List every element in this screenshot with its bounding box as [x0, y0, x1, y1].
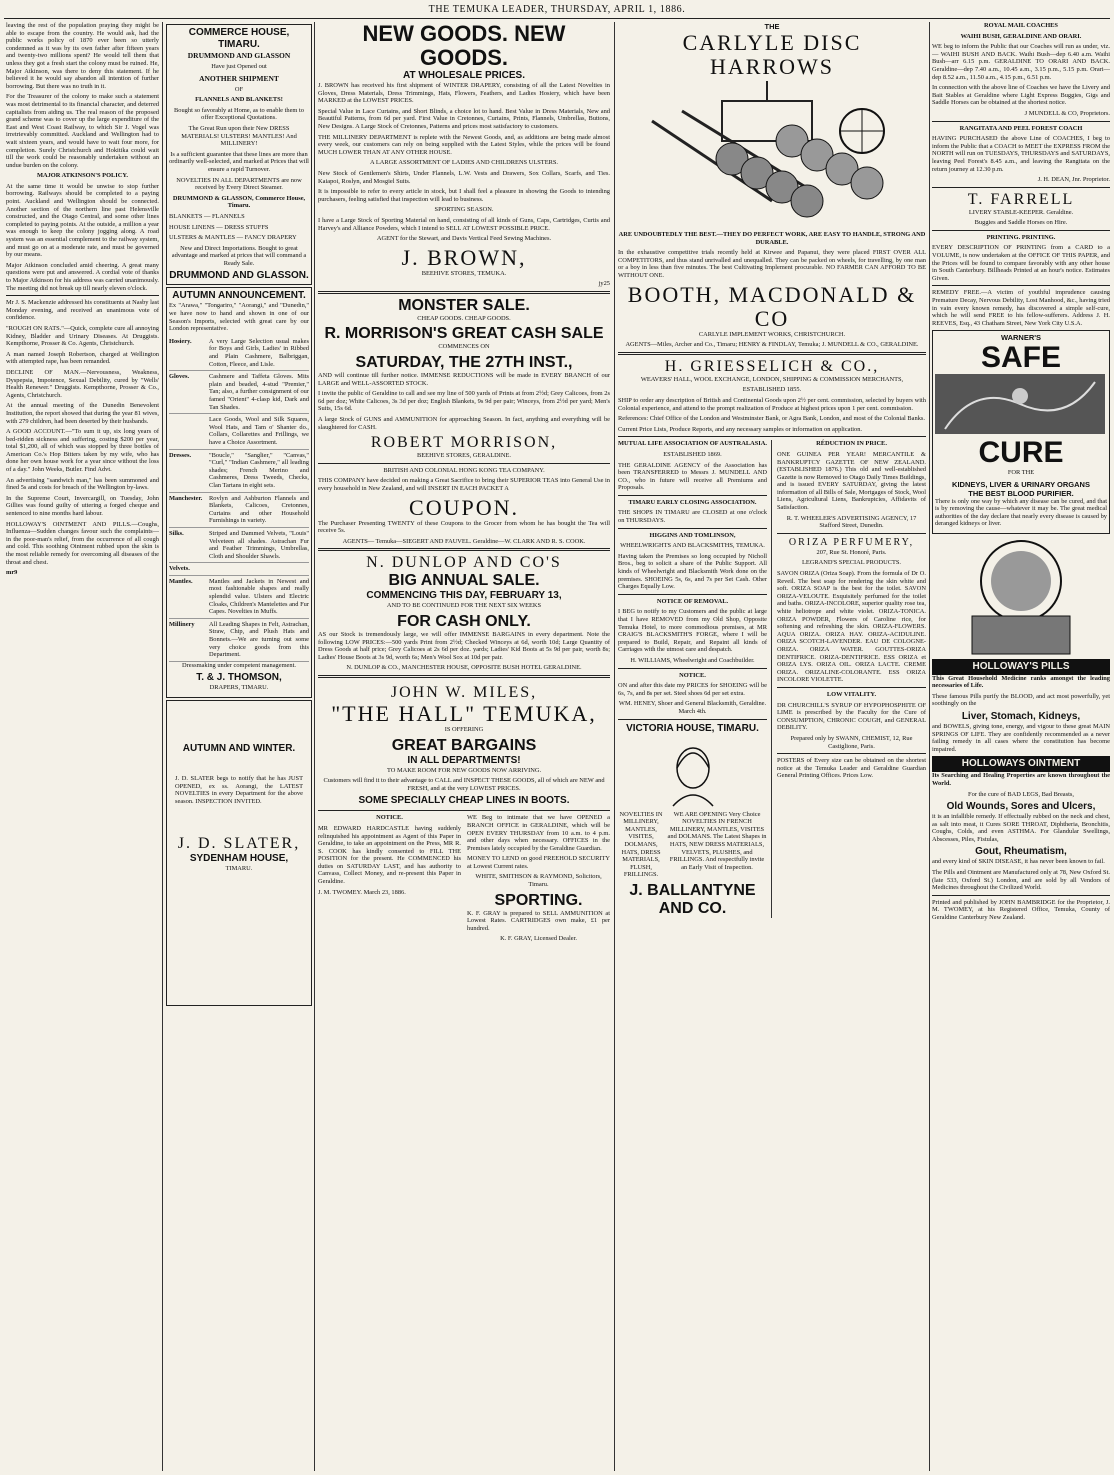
divider	[618, 528, 767, 529]
brand-name: SAFE	[980, 341, 1061, 375]
article-text: In the Supreme Court, Invercargill, on Tuesday, John Gillies was found guilty of uttering a forged cheque and sentenced to nine months hard labour.	[6, 494, 159, 518]
ad-text: THE GERALDINE AGENCY of the Association has been TRANSFERRED to Messrs J. MUNDELL AND CO., who in future will receive all Premiums and Proposals.	[618, 461, 767, 492]
ad-text: In connection with the above line of Coaches we have the Livery and Bait Stables at Geraldine where Light Express Buggies, Gigs and Saddle Horses can be obtained at the shortest notice.	[932, 84, 1110, 107]
ad-heading: Old Wounds, Sores and Ulcers,	[946, 801, 1096, 813]
column-divider	[929, 22, 930, 1471]
ad-heading: J. BALLANTYNE AND CO.	[629, 881, 756, 917]
ad-heading: FOR CASH ONLY.	[397, 612, 531, 630]
ad-text: EVERY DESCRIPTION OF PRINTING from a CARD to a VOLUME, is now undertaken at the OFFICE OF THIS PAPER, and the Prices will be found to compare favorably with any other house in South Canterbury. Billheads Printed at an hour's notice. Estimates Given.	[932, 244, 1110, 282]
ad-text: THE MILLINERY DEPARTMENT is replete with the Newest Goods, and, as additions are being made almost every week, our customers can rely on being supplied with the Latest Styles, while the prices will be found MUCH LOWER THAN AT ANY OTHER HOUSE.	[318, 133, 610, 156]
row-label: Dresses.	[169, 451, 192, 459]
row-label: Gloves.	[169, 373, 190, 381]
ad-text: and every kind of SKIN DISEASE, it has never been known to fail.	[932, 858, 1105, 866]
ad-text: WEAVERS' HALL, WOOL EXCHANGE, LONDON, SHIPPING & COMMISSION MERCHANTS,	[640, 375, 904, 383]
divider	[932, 230, 1110, 231]
ad-text: Dressmaking under competent management.	[182, 661, 296, 669]
divider	[318, 291, 610, 294]
brand-name: CURE	[978, 436, 1064, 469]
divider	[777, 687, 926, 688]
list-item: ULSTERS & MANTLES — FANCY DRAPERY	[169, 234, 297, 242]
ad-text: WHEELWRIGHTS AND BLACKSMITHS, TEMUKA.	[620, 542, 765, 550]
divider	[932, 895, 1110, 896]
divider	[6, 295, 159, 296]
table-row	[169, 528, 309, 563]
ad-text: These famous Pills purify the BLOOD, and act most powerfully, yet soothingly on the	[932, 692, 1110, 708]
holloway-emblem-illustration	[932, 536, 1110, 656]
ad-text: LEGRAND'S SPECIAL PRODUCTS.	[801, 559, 902, 567]
section-heading: MAJOR ATKINSON'S POLICY.	[36, 172, 129, 180]
ad-text: NOVELTIES IN ALL DEPARTMENTS are now received by Every Direct Steamer.	[176, 176, 302, 192]
ad-text: WE ARE OPENING Very Choice NOVELTIES IN FRENCH MILLINERY, MANTLES, VISITES and DOLMANS. The Latest Shapes in HATS, NEW DRESS MATERIALS, VELVETS, PLUSHES, and FRILLINGS. And respectfully invite an Early Visit of Inspection.	[667, 810, 767, 871]
ad-text: For the cure of BAD LEGS, Bad Breasts,	[968, 790, 1074, 798]
split-columns	[618, 440, 926, 918]
ad-text: FLANNELS AND BLANKETS!	[195, 96, 283, 104]
article-text: A man named Joseph Robertson, charged at Wellington with attempted rape, has been remanded.	[6, 350, 159, 366]
ad-text: J. M. TWOMEY. March 23, 1886.	[318, 888, 406, 896]
ad-heading: HOLLOWAYS OINTMENT	[932, 756, 1110, 772]
divider	[618, 352, 926, 355]
ad-text: BEEHIVE STORES, GERALDINE.	[417, 452, 511, 460]
ad-heading: LOW VITALITY.	[826, 690, 877, 698]
ad-sidebar-text: NOVELTIES IN MILLINERY, MANTLES, VISITES, DOLMANS, HATS, DRESS MATERIALS, FLUSH, FRILLINGS.	[619, 810, 663, 879]
ad-heading: COUPON.	[409, 494, 519, 520]
ad-text: New Stock of Gentlemen's Shirts, Under Flannels, L.W. Vests and Drawers, Sox Collars, Scarfs, and Ties. Kaiapoi, Roslyn, and Mosgiel Suits.	[318, 169, 610, 185]
ad-text: AS our Stock is tremendously large, we will offer IMMENSE BARGAINS in every department. Note the following LOW PRICES:—500 yards Print from 2½d; Checked Winceys at 6d, worth 10d; Large Quantity of Dress Goods at half price; Grey Calicoes at 2s 6d per doz. yards; Ladies' Kid Boots at 5s 9d per pair, worth 8s; Ladies' House Boots at 3s 9d, worth 6s; Men's Wool Sox at 10d per pair.	[318, 630, 610, 661]
ad-text: MR EDWARD HARDCASTLE having suddenly relinquished his appointment as Agent of this Paper in Geraldine, to take an appointment on the Press, MR R. S. COOK has kindly consented to FILL THE POSITION for the present. He COMMENCED his duties on SATURDAY LAST, and has authority to Canvass, Collect Money, and re-present this Paper in Geraldine.	[318, 824, 461, 886]
row-text: Striped and Dammed Velvets, "Louis" Velveteen all shades. Astrachan Fur and Feather Trimmings, Umbrellas, Cloth and Shoulder Shawls.	[209, 529, 309, 560]
ad-heading: WAIHI BUSH, GERALDINE AND ORARI.	[960, 32, 1082, 40]
ad-text: K. F. GRAY is prepared to SELL AMMUNITION at Lowest Rates. CARTRIDGES own make, £1 per hundred.	[467, 909, 610, 932]
ad-text: 207, Rue St. Honoré, Paris.	[816, 548, 887, 556]
article-text: For the Treasurer of the colony to make such a statement was most detrimental to its financial character, and deterred capitalists from aiding us. The real reason of the proposed grand scheme was to cover up the large expenditure of the East and West Coast Railway, to which Sir J. Vogel was irretrievably committed. Auckland and Wellington had to wait sixteen years, and would have to wait four more, for completion. Surely Christchurch and Hokitika could wait till the work could be reasonably undertaken without an undue burden on the colony.	[6, 93, 159, 169]
table-row	[169, 336, 309, 371]
divider	[618, 668, 767, 669]
safe-cure-illustration	[935, 374, 1105, 434]
firm-name: DRUMMOND AND GLASSON	[187, 51, 291, 60]
ad-heading: R. MORRISON'S GREAT CASH SALE	[324, 325, 604, 343]
divider	[618, 719, 767, 720]
top-rule	[4, 18, 1110, 19]
ad-text: OF	[234, 85, 244, 93]
article-text: "ROUGH ON RATS."—Quick, complete cure all annoying Kidney, Bladder and Urinary Diseases. At Druggists. Kempthorne, Prosser & Co. Agents, Christchurch.	[6, 324, 159, 348]
ad-text: and BOWELS, giving tone, energy, and vigour to these great MAIN SPRINGS OF LIFE. They are confidently recommended as a never failing remedy in all cases where the constitution has become impaired.	[932, 722, 1110, 753]
article-text: At the same time it would be unwise to stop further borrowing. Railways should be completed to a paying point. Auckland and Wellington should be connected. Another section of the northern line past Helensville constructed, and the Otago Central, and some other lines completed to paying points. At the outside, a million a year was enough to keep the colony jogging along. A road system was an essential complement to the railway system, and must go on at a moderate rate, and must be governed by our means.	[6, 182, 159, 259]
ad-text: ON and after this date my PRICES for SHOEING will be 6s, 7s, and 8s per set. Steel shoes 6d per set extra.	[618, 682, 767, 697]
disc-harrow-illustration	[622, 81, 922, 229]
ad-heading: AT WHOLESALE PRICES.	[402, 70, 526, 81]
ad-text: A LARGE ASSORTMENT OF LADIES AND CHILDRENS ULSTERS.	[369, 159, 559, 167]
ad-heading: DRUMMOND AND GLASSON.	[169, 270, 309, 282]
divider	[932, 121, 1110, 122]
row-text: Rovlyn and Ashburton Flannels and Blankets, Calicoes, Cretonnes, Curtains and other Household Furnishings in variety.	[209, 494, 309, 525]
article-text: Major Atkinson concluded amid cheering. A great many questions were put and answered. A cordial vote of thanks to Major Atkinson for his address was carried unanimously. The meeting did not break up till nearly eleven o'clock.	[6, 261, 159, 292]
column-divider	[162, 22, 163, 1471]
solicitors-ad	[467, 814, 610, 946]
ad-heading: NEW GOODS. NEW GOODS.	[362, 22, 566, 70]
ad-text: HAVING PURCHASED the above Line of COACHES, I beg to inform the Public that a COACH to MEET the EXPRESS FROM the NORTH will run on TUESDAYS, THURSDAYS and SATURDAYS, leaving Peel Forest's 8.45 a.m., and leaving the Rangitata on the return journey at 12.30 p.m.	[932, 135, 1110, 173]
ad-text: IS OFFERING	[444, 725, 484, 733]
table-row	[169, 619, 309, 662]
ad-text: COMMENCES ON	[438, 343, 490, 351]
bottom-ads	[318, 814, 610, 946]
ad-heading: VICTORIA HOUSE, TIMARU.	[626, 722, 759, 734]
ad-text: In the exhaustive competitive trials recently held at Kirwee and Papanui, they were placed FIRST OVER ALL COMPETITORS, and thus stand unrivalled and unequalled. They can be packed on wheels, for travelling, by one man or a boy in less than five minutes. The best Cultivating Implement procurable. NO FARMER CAN AFFORD TO BE WITHOUT ONE.	[618, 249, 926, 279]
ad-heading: BOOTH, MACDONALD & CO	[627, 281, 917, 331]
divider	[932, 285, 1110, 286]
ad-text: Ex "Arawa," "Tongariro," "Aorangi," and "Dunedin," we have now to hand and shown in one of our Season's Imports, selected with great care by our London representative.	[169, 302, 309, 333]
ad-text: Buggies and Saddle Horses on Hire.	[974, 219, 1068, 227]
ad-heading: TIMARU EARLY CLOSING ASSOCIATION.	[628, 498, 757, 506]
column-5-ads	[932, 22, 1110, 1471]
divider	[777, 753, 926, 754]
ad-heading: RANGITATA AND PEEL FOREST COACH	[959, 124, 1083, 132]
ad-heading: ROYAL MAIL COACHES	[984, 22, 1058, 29]
ad-heading: SOME SPECIALLY CHEAP LINES IN BOOTS.	[358, 795, 570, 807]
ad-text: The Purchaser Presenting TWENTY of these Coupons to the Grocer from whom he has bought the Tea will receive 5s.	[318, 519, 610, 535]
ad-heading: MUTUAL LIFE ASSOCIATION OF AUSTRALASIA.	[618, 440, 767, 448]
ad-heading: COMMENCING THIS DAY, FEBRUARY 13,	[366, 590, 562, 602]
row-text: Cashmere and Taffeta Gloves. Mits plain and beaded, 4-stud "Premier," Tan; also, a further consignment of our famed "Orient" 4-clasp kid, Dark and Tan Shades.	[209, 373, 309, 411]
notice-ad	[318, 814, 461, 946]
divider	[318, 810, 610, 811]
ad-text: WE Beg to intimate that we have OPENED a BRANCH OFFICE in GERALDINE, which will be OPEN EVERY THURSDAY from 10 a.m. to 4 p.m. and other days when necessary. OFFICES in the Premises lately occupied by the Geraldine Guardian.	[467, 814, 610, 852]
ad-text: THE SHOPS IN TIMARU are CLOSED at one o'clock on THURSDAYS.	[618, 509, 767, 525]
ad-text: This Great Household Medicine ranks amongst the leading necessaries of Life.	[932, 674, 1110, 690]
ad-text: AND TO BE CONTINUED FOR THE NEXT SIX WEEKS	[386, 602, 542, 610]
divider	[777, 533, 926, 534]
ad-text: REMEDY FREE.—A victim of youthful imprudence causing Premature Decay, Nervous Debility, Lost Manhood, &c., having tried in vain every known remedy, has discovered a simple self-cure, which he will send FREE to his fellow-sufferers. Address J. H. REEVES, Esq., 43 Chatham Street, New York City U.S.A.	[932, 289, 1110, 327]
ad-text: WE beg to inform the Public that our Coaches will run as under, viz.— WAIHI BUSH AND BACK. Waihi Bush—dep 6.40 a.m. Waihi Bush—arr 6.15 p.m. GERALDINE TO ORARI AND BACK. Geraldine—dep 7.40 a.m., 10.45 a.m., 3.15 p.m., 5.15 p.m. Orari—dep 8.52 a.m., 11.50 a.m., 4.15 p.m., 6.51 p.m.	[932, 43, 1110, 81]
row-text: A very Large Selection usual makes for Boys and Girls, Ladies' in Ribbed and Plain Cashmere, Balbriggan, Cotton, Fleece, and Lisle.	[209, 337, 309, 368]
ad-text: ESTABLISHED 1855.	[742, 386, 802, 394]
ad-text: Have just Opened out	[211, 63, 267, 70]
ad-text: J. BROWN has received his first shipment of WINTER DRAPERY, consisting of all the Latest Novelties in Gloves, Dress Materials, Dress Trimmings, Hats, Flowers, Feathers, and Ladies Hosiery, which have been MARKED at the LOWEST PRICES.	[318, 82, 610, 105]
ad-text: MONEY TO LEND on good FREEHOLD SECURITY at Lowest Current rates.	[467, 855, 610, 870]
ad-text: ARE UNDOUBTEDLY THE BEST.—THEY DO PERFECT WORK, ARE EASY TO HANDLE, STRONG AND DURABLE.	[618, 231, 926, 246]
ad-text: R. T. WHEELER'S ADVERTISING AGENCY, 17 Stafford Street, Dunedin.	[786, 514, 917, 530]
article-text: At the annual meeting of the Dunedin Benevolent Institution, the report showed that during the year 81 wives, with 279 children, had been deserted by their husbands.	[6, 402, 159, 425]
ad-heading: THE	[764, 22, 780, 31]
ad-text: Customers will find it to their advantage to CALL and INSPECT THESE GOODS, all of which are NEW and FRESH, and at the very LOWEST PRICES.	[323, 777, 605, 792]
ad-heading: Gout, Rheumatism,	[975, 846, 1067, 858]
article-text: leaving the rest of the population praying they might be able to escape from the country. He would ask, had the public works policy of 1870 ever been so utterly condemned as it was by its own father after fifteen years and twenty-two millions spent? He would tell them that unless they got a fresh start the colony must be ruined. He, Major Atkinson, was there to deny this statement. If he believed it he would say abandon all intention of further borrowing. But there was no truth in it.	[6, 22, 159, 90]
ad-text: New and Direct Importations. Bought to great advantage and marked at prices that will command a Ready Sale.	[171, 244, 307, 267]
ad-code: mr9	[6, 569, 18, 577]
ad-text: AGENT for the Stewart, and Davis Vertical Feed Sewing Machines.	[376, 235, 552, 243]
ad-text: H. WILLIAMS, Wheelwright and Coachbuilder.	[630, 656, 755, 664]
ad-heading: ORIZA PERFUMERY,	[788, 536, 915, 548]
brand-name: WARNER'S	[1000, 333, 1042, 343]
row-label: Mantles.	[169, 577, 193, 585]
article-text: An advertising "sandwich man," has been summoned and fined 5s and costs for breach of the Wellington by-laws.	[6, 476, 159, 492]
ad-text: AND will continue till further notice. IMMENSE REDUCTIONS will be made in EVERY BRANCH of our LARGE and WELL-ASSORTED STOCK.	[318, 372, 610, 387]
ad-text: TIMARU.	[225, 865, 253, 873]
table-row	[169, 371, 309, 414]
list-item: HOUSE LINENS — DRESS STUFFS	[169, 223, 269, 231]
ad-text: The Great Run upon their New DRESS MATERIALS! ULSTERS! MANTLES! And MILLINERY!	[181, 124, 297, 148]
ad-heading: BIG ANNUAL SALE.	[388, 572, 540, 590]
article-text: HOLLOWAY'S OINTMENT AND PILLS.—Coughs, Influenza—Sudden changes favour such the complaints—in the poor-man's relief, from the occurrence of all cough and cold. This soothing Ointment rubbed upon the skin is the most reliable remedy for overcoming all diseases of the throat and chest.	[6, 520, 159, 566]
row-label: Hosiery.	[169, 337, 192, 345]
ad-heading: IN ALL DEPARTMENTS!	[407, 754, 521, 766]
ad-text: Having taken the Premises so long occupied by Nicholl Bros., beg to solicit a share of the Public Support. All kinds of Wheelwright and Blacksmith Work done on the premises. SHOEING 5s, 6s, and 7s per Set Cash. Other Charges Equally Low.	[618, 552, 767, 591]
ad-text: SAVON ORIZA (Oriza Soap). From the formula of Dr O. Reveil. The best soap for rendering the skin white and soft. ORIZA SOAP is the best for the toilet. SAVON ORIZA-VELOUTE. Exquisitely perfumed for the toilet and baths. ORIZA-INCOLORE, superior quality rose tea, white heliotrope and white violet. ORIZA-TONICA. ORIZA POWDER, Flowers of Caroline rice, for softening and refreshing the skin. ORIZA-FLOWERS. AQUA ORIZA. ORIZA HAY. ORIZA-ACIDULINE. ORIZA SCOTCH-LAVENDER. EAU DE COLOGNE-ORIZA. ORIZA WATER. GOUTTES-ORIZA DENTIFRICE. ORIZA-DENTIFRICE. ESS ORIZA et ORIZA LYS. ORIZA OIL. ORIZA LACTE. CREME ORIZA. ORIZALINE-COLORANTE. ESS ORIZA INCOLORE VIOLETTE.	[777, 570, 926, 684]
ad-heading: COMMERCE HOUSE, TIMARU.	[188, 27, 290, 50]
ad-text: DRUMMOND & GLASSON, Commerce House, Timaru.	[172, 194, 306, 210]
ad-heading: J. BROWN,	[401, 244, 527, 270]
ad-text: Is a sufficient guarantee that these lines are more than ordinarily well-selected, and marked at Prices that will ensure a rapid Turnover.	[169, 150, 309, 173]
ad-heading: ROBERT MORRISON,	[370, 434, 558, 452]
divider	[618, 594, 767, 595]
divider	[618, 436, 926, 437]
ad-text: FOR THE	[1007, 469, 1035, 476]
list-item: BLANKETS — FLANNELS	[169, 212, 245, 220]
ad-heading: NOTICE.	[376, 814, 403, 822]
ad-text: AGENTS— Temuka—SIEGERT AND FAUVEL. Geraldine—W. CLARK AND R. S. COOK.	[342, 537, 586, 545]
ad-text: ESTABLISHED 1869.	[663, 450, 722, 458]
ad-heading: MONSTER SALE.	[398, 296, 530, 314]
divider	[318, 463, 610, 464]
row-text: "Boucle," "Sanglier," "Canvas," "Curl," "Indian Cashmere," all leading shades; French Merino and Cashmeres, Dress Tweeds, Checks, Clan Tartans in eight sets.	[209, 451, 309, 489]
ad-text: SHIP to order any description of British and Continental Goods upon 2½ per cent. commission, selected by buyers with Colonial experience, and attend to the prompt realization of Produce at highest prices upon 1 per cent. commission.	[618, 396, 926, 412]
ad-text: References: Chief Office of the London and Westminster Bank, or Agra Bank, London, and most of the Colonial Banks.	[618, 415, 925, 423]
ad-text: J MUNDELL & CO, Proprietors.	[1024, 109, 1110, 117]
column-divider	[314, 22, 315, 1471]
ad-text: SPORTING SEASON.	[434, 206, 494, 214]
ad-heading: J. D. SLATER,	[177, 835, 301, 853]
table-row	[169, 493, 309, 528]
ad-text: N. DUNLOP & CO., MANCHESTER HOUSE, OPPOSITE BUSH HOTEL GERALDINE.	[346, 664, 582, 672]
ad-text: CHEAP GOODS. CHEAP GOODS.	[417, 314, 511, 322]
ad-heading: HOLLOWAY'S PILLS	[932, 659, 1110, 675]
ad-text: BEEHIVE STORES, TEMUKA.	[421, 269, 507, 277]
ad-text: BRITISH AND COLONIAL HONG KONG TEA COMPANY.	[383, 466, 545, 474]
row-label: Silks.	[169, 529, 184, 537]
row-label	[169, 416, 205, 446]
column-divider	[614, 22, 615, 1471]
column-3-ads	[318, 22, 610, 1471]
imprint-text: Printed and published by JOHN BAMBRIDGE for the Proprietor, J. M. TWOMEY, at his Registered Office, Temuka, County of Geraldine Canterbury New Zealand.	[932, 898, 1110, 922]
ad-heading: THE BEST BLOOD PURIFIER.	[968, 488, 1074, 498]
ad-text: There is only one way by which any disease can be cured, and that is by removing the cause—whatever it may be. The great medical authorities of the day declare that nearly every disease is caused by deranged kidneys or liver.	[935, 497, 1107, 528]
table-row	[169, 576, 309, 619]
ad-heading: "THE HALL" TEMUKA,	[331, 700, 597, 726]
row-text: Lace Goods, Wool and Silk Squares, Wool Hats, and Tam o' Shanter do., Collars, Collarettes and Frillings, we have a Choice Assortment.	[209, 416, 309, 446]
ad-text: K. F. GRAY, Licensed Dealer.	[500, 935, 577, 943]
sub-column-right	[777, 440, 926, 918]
ad-heading: PRINTING. PRINTING.	[986, 233, 1056, 241]
ad-heading: SYDENHAM HOUSE,	[189, 853, 289, 865]
divider	[318, 548, 610, 551]
ad-heading: JOHN W. MILES,	[390, 683, 538, 701]
ad-text: Current Price Lists, Produce Reports, and any necessary samples or information on application.	[618, 425, 863, 433]
slater-ad	[166, 700, 312, 1006]
ad-text: ANOTHER SHIPMENT	[199, 73, 279, 83]
ad-heading: H. GRIESSELICH & CO.,	[664, 357, 880, 375]
ad-heading: NOTICE.	[679, 671, 706, 679]
ad-text: DR CHURCHILL'S SYRUP OF HYPOPHOSPHITE OF LIME is prescribed by the Faculty for the Cure of CONSUMPTION, CHRONIC COUGH, and GENERAL DEBILITY.	[777, 701, 926, 732]
masthead: THE TEMUKA LEADER, THURSDAY, APRIL 1, 1886.	[428, 4, 686, 15]
ad-code: jy25	[598, 280, 610, 288]
ad-heading: GREAT BARGAINS	[391, 736, 537, 754]
ad-text: DRAPERS, TIMARU.	[209, 684, 269, 692]
ad-text: AGENTS—Miles, Archer and Co., Timaru; HENRY & FINDLAY, Temuka; J. MUNDELL & CO., GERALDINE.	[625, 341, 919, 349]
ad-heading: HIGGINS AND TOMLINSON,	[649, 531, 736, 539]
ad-text: A large Stock of GUNS and AMMUNITION for approaching Season. In fact, anything and everything will be slaughtered for CASH.	[318, 416, 610, 431]
ad-text: I have a Large Stock of Sporting Material on hand, consisting of all kinds of Guns, Caps, Cartridges, Curtis and Harvey's and Alliance Powders, which I intend to SELL AT LOWEST POSSIBLE PRICE.	[318, 216, 610, 232]
divider	[318, 675, 610, 678]
divider	[618, 495, 767, 496]
ad-text: LIVERY STABLE-KEEPER. Geraldine.	[968, 208, 1074, 216]
article-text: Mr J. S. Mackenzie addressed his constituents at Nasby last Monday evening, and received an unanimous vote of confidence.	[6, 299, 159, 322]
ad-heading: SATURDAY, THE 27TH INST.,	[355, 354, 573, 372]
ad-heading: T. FARRELL	[967, 190, 1075, 208]
ad-text: WHITE, SMITHSON & RAYMOND, Solicitors, Timaru.	[475, 873, 602, 889]
ad-text: Prepared only by SWANN, CHEMIST, 12, Rue Castiglione, Paris.	[790, 734, 913, 750]
divider	[932, 187, 1110, 188]
ad-text: Bought so favorably at Home, as to enable them to offer Exceptional Quotations.	[174, 106, 304, 122]
column-4-ads	[618, 22, 926, 1471]
table-row	[169, 563, 309, 576]
ad-heading: AUTUMN AND WINTER.	[182, 743, 296, 754]
column-2-ads	[166, 22, 312, 1471]
ad-heading: SPORTING.	[494, 891, 583, 909]
ad-heading: CARLYLE DISC HARROWS	[682, 30, 862, 79]
queen-portrait-illustration	[663, 738, 723, 808]
ad-text: Its Searching and Healing Properties are known throughout the World.	[932, 772, 1110, 787]
ad-text: The Pills and Ointment are Manufactured only at 78, New Oxford St. (late 533, Oxford St.) London, and are sold by all Vendors of Medicines throughout the Civilized World.	[932, 869, 1110, 892]
ad-text: It is impossible to refer to every article in stock, but I shall feel a pleasure in showing the Goods to intending purchasers, feeling satisfied that inspection will lead to business.	[318, 188, 610, 203]
ad-text: J. H. DEAN, Jnr. Proprietor.	[1037, 176, 1110, 184]
table-row	[169, 450, 309, 493]
ad-text: J. D. SLATER begs to notify that he has JUST OPENED, ex ss. Aorangi, the LATEST NOVELTIES in every Department for the above season. INSPECTION INVITED.	[175, 775, 303, 805]
ad-heading: N. DUNLOP AND CO'S	[366, 554, 562, 572]
row-label: Velvets.	[169, 565, 190, 573]
article-text: DECLINE OF MAN.—Nervousness, Weakness, Dyspepsia, Impotence, Sexual Debility, cured by "Wells' Health Renewer." Druggists. Kempthorne, Prosser & Co., Agents, Christchurch.	[6, 368, 159, 399]
ad-text: I invite the public of Geraldine to call and see my line of 500 yards of Prints at from 2½d; Grey Calicoes, from 2s 6d per doz; White Calicoes, 3s 3d per doz; English Blankets, 9s 9d per pair; Winceys, from 2½d per yard; Men's Suits, 15s 6d.	[318, 390, 610, 413]
ad-text: POSTERS of Every size can be obtained on the shortest notice at the Temuka Leader and Geraldine Guardian General Printing Offices. Prices Low.	[777, 757, 926, 780]
thomson-ad	[166, 287, 312, 698]
commerce-house-ad	[166, 24, 312, 285]
victoria-house-ad	[618, 811, 767, 882]
row-label: Manchester.	[169, 494, 203, 502]
ad-text: it is an infallible remedy. If effectually rubbed on the neck and chest, as salt into meat, it Cures SORE THROAT, Diphtheria, Bronchitis, Coughs, Colds, and even ASTHMA. For Glandular Swellings, Abscesses, Piles, Fistulas,	[932, 813, 1110, 843]
ad-text: TO MAKE ROOM FOR NEW GOODS NOW ARRIVING.	[386, 766, 542, 774]
ad-heading: KIDNEYS, LIVER & URINARY ORGANS	[952, 479, 1090, 489]
row-label: Millinery	[169, 620, 195, 628]
ad-heading: NOTICE OF REMOVAL.	[656, 597, 729, 605]
ad-text: ONE GUINEA PER YEAR! MERCANTILE & BANKRUPTCY GAZETTE OF NEW ZEALAND. (ESTABLISHED 1876.) This old and well-established Gazette is now Removed to Otago Daily Times Buildings, and is issued EVERY SATURDAY, giving the latest information of all Bills of Sale, Mortgages of Stock, Wool Liens, Agricultural Liens, Bankruptcies, Affidavits of Satisfaction.	[777, 450, 926, 512]
ad-text: I BEG to notify to my Customers and the public at large that I have REMOVED from my Old Shop, Opposite Temuka Hotel, to more commodious premises, at MR CRAIG'S BLACKSMITH'S FORGE, where I will be prepared to Build, Repair, and Repaint all kinds of Carriages with the utmost care and despatch.	[618, 608, 767, 654]
ad-heading: Liver, Stomach, Kidneys,	[961, 710, 1081, 722]
ad-text: THIS COMPANY have decided on making a Great Sacrifice to bring their SUPERIOR TEAS into General Use in every household in New Zealand, and will INSERT IN EACH PACKET A	[318, 477, 610, 492]
row-text: Mantles and Jackets in Newest and most fashionable shapes and really splendid value. Ulsters and Electric Cloaks, Children's Mantelettes and Fur Capes. Novelties in Muffs.	[209, 577, 309, 616]
row-text: All Leading Shapes in Felt, Astrachan, Straw, Chip, and Plush Hats and Bonnets.—We are turning out some very choice goods from this Department.	[209, 620, 309, 659]
article-text: A GOOD ACCOUNT.—"To sum it up, six long years of bed-ridden sickness and suffering, costing $200 per year, total $1,200, all of which was stopped by three bottles of American Co.'s Hop Bitters taken by my wife, who has done her own house work for a year since without the loss of a day." John Weeks, Butler. Find Advt.	[6, 428, 159, 474]
ad-heading: T. & J. THOMSON,	[196, 672, 282, 684]
ad-text: CARLYLE IMPLEMENT WORKS, CHRISTCHURCH.	[698, 330, 846, 338]
sub-column-left	[618, 440, 772, 918]
column-1-news	[6, 22, 159, 1471]
table-row	[169, 414, 309, 449]
ad-text: Special Value in Lace Curtains, and Short Blinds, a choice lot to hand. Best Value in Dress Materials, New and Beautiful Patterns, from 6d per yard. First Value in Cretonnes, Curtains, Prints, Flannels, Umbrellas, Buttons, New Designs. A Large Stock of Cretonnes, Patterns and prices most satisfactory to customers.	[318, 107, 610, 130]
ad-heading: AUTUMN ANNOUNCEMENT.	[172, 290, 306, 302]
ad-heading: RÉDUCTION IN PRICE.	[816, 440, 887, 448]
ad-text: WM. HENEY, Shoer and General Blacksmith, Geraldine. March 4th.	[618, 700, 767, 715]
warners-safe-cure-ad	[932, 330, 1110, 534]
